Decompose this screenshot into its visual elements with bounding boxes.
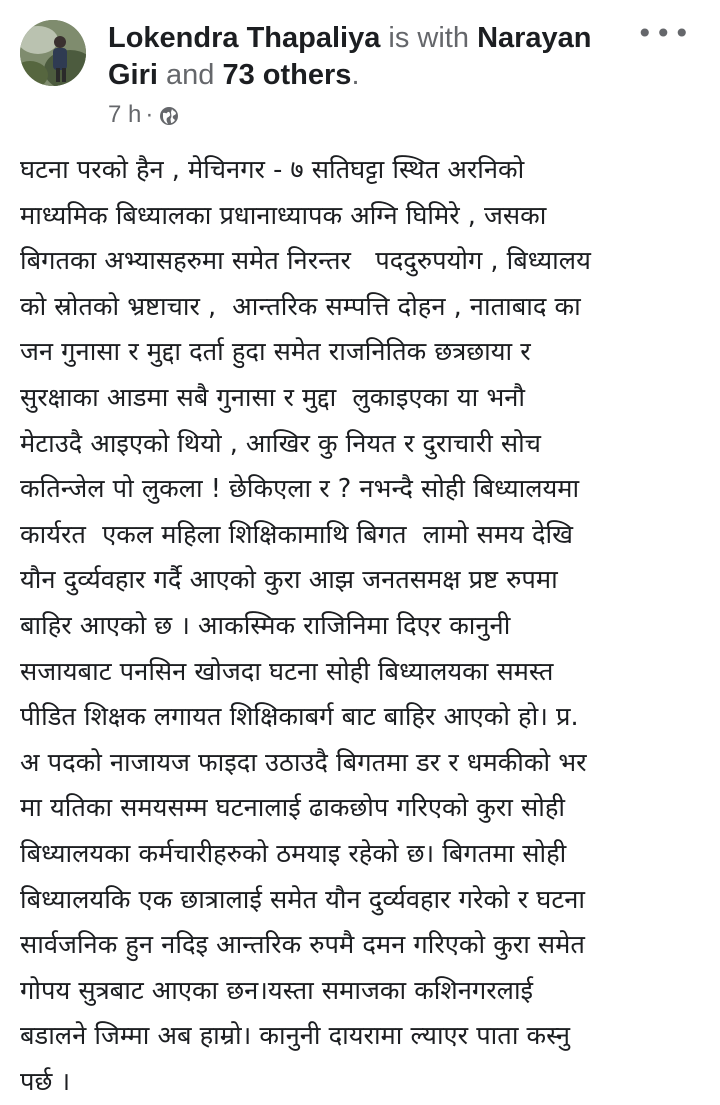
post-body-line: बिध्यालयकि एक छात्रालाई समेत यौन दुर्व्यवहार गरेको र घटना — [20, 884, 585, 915]
post-body — [20, 148, 710, 1105]
post-body-line: पर्छ । — [20, 1066, 71, 1097]
globe-icon[interactable] — [159, 105, 179, 125]
post-body-line: कार्यरत एकल महिला शिक्षिकामाथि बिगत लामो समय देखि — [20, 519, 574, 550]
post-body-line: बिध्यालयका कर्मचारीहरुको ठमयाइ रहेको छ। बिगतमा सोही — [20, 838, 567, 869]
author-name-link[interactable]: Lokendra Thapaliya — [108, 22, 381, 54]
more-options-button[interactable] — [636, 17, 692, 50]
post-body-line: बिगतका अभ्यासहरुमा समेत निरन्तर पददुरुपयोग , बिध्यालय — [20, 246, 591, 277]
author-avatar[interactable] — [20, 20, 86, 86]
post-body-line: सार्वजनिक हुन नदिइ आन्तरिक रुपमै दमन गरिएको कुरा समेत — [20, 930, 585, 961]
post-timestamp[interactable]: 7 h — [108, 101, 142, 128]
post-body-line: मा यतिका समयसम्म घटनालाई ढाकछोप गरिएको कुरा सोही — [20, 793, 565, 824]
post-header — [108, 20, 628, 94]
others-link[interactable]: 73 others — [222, 59, 352, 91]
post-body-line: जन गुनासा र मुद्दा दर्ता हुदा समेत राजनितिक छत्रछाया र — [20, 337, 531, 368]
post-body-line: माध्यमिक बिध्यालका प्रधानाध्यापक अग्नि घिमिरे , जसका — [20, 200, 547, 231]
post-body-line: सजायबाट पनसिन खोजदा घटना सोही बिध्यालयका समस्त — [20, 656, 554, 687]
post-body-line: गोपय सुत्रबाट आएका छन।यस्ता समाजका कशिनगरलाई — [20, 975, 534, 1006]
more-options-icon: ••• — [636, 17, 692, 50]
avatar-photo-icon — [20, 20, 86, 86]
post-body-line: मेटाउदै आइएको थियो , आखिर कु नियत र दुराचारी सोच — [20, 428, 541, 459]
period-text: . — [351, 59, 360, 91]
post-meta — [108, 101, 179, 129]
and-text: and — [166, 59, 215, 91]
post-body-line: को स्रोतको भ्रष्टाचार , आन्तरिक सम्पत्ति दोहन , नाताबाद का — [20, 291, 581, 322]
post-body-line: पीडित शिक्षक लगायत शिक्षिकाबर्ग बाट बाहिर आएको हो। प्र. — [20, 702, 579, 733]
post-body-line: अ पदको नाजायज फाइदा उठाउदै बिगतमा डर र धमकीको भर — [20, 747, 587, 778]
post-body-line: कतिन्जेल पो लुकला ! छेकिएला र ? नभन्दै सोही बिध्यालयमा — [20, 474, 580, 505]
tagged-person-link[interactable]: Narayan Giri — [108, 22, 592, 91]
meta-separator: · — [145, 101, 154, 128]
post-body-line: यौन दुर्व्यवहार गर्दै आएको कुरा आझ जनतसमक्ष प्रष्ट रुपमा — [20, 565, 558, 596]
post-body-line: बाहिर आएको छ । आकस्मिक राजिनिमा दिएर कानुनी — [20, 610, 511, 641]
with-text: is with — [388, 22, 469, 54]
post-body-line: घटना परको हैन , मेचिनगर - ७ सतिघट्टा स्थित अरनिको — [20, 155, 525, 185]
post-body-line: सुरक्षाका आडमा सबै गुनासा र मुद्दा लुकाइएका या भनौ — [20, 382, 525, 413]
post-body-line: बडालने जिम्मा अब हाम्रो। कानुनी दायरामा ल्याएर पाता कस्नु — [20, 1021, 571, 1052]
